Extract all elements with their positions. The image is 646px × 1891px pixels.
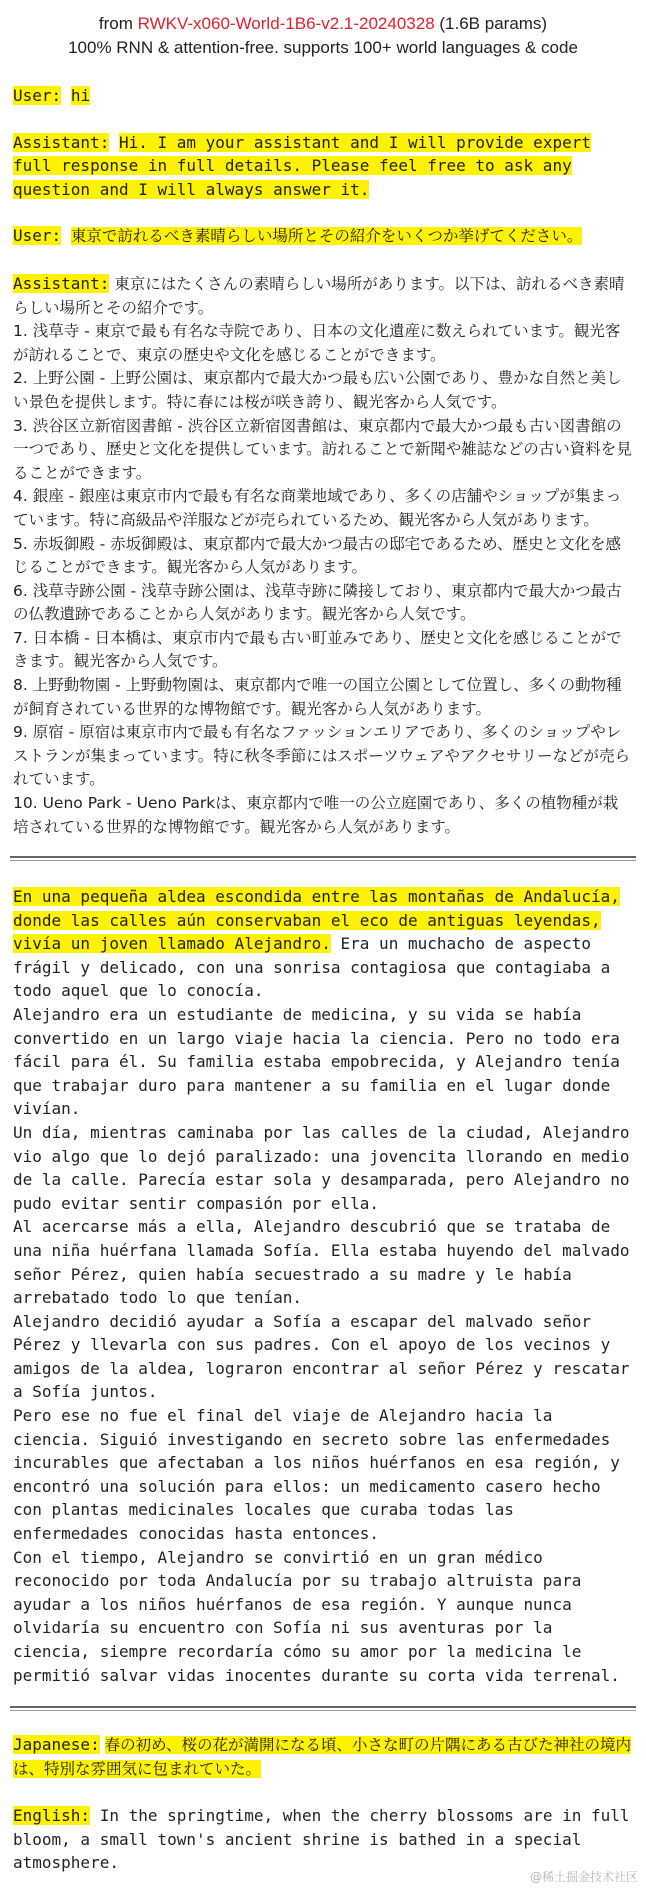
assistant-intro-text: 東京にはたくさんの素晴らしい場所があります。以下は、訪れるべき素晴らしい場所とその紹介です。	[13, 274, 625, 317]
section-divider	[10, 856, 636, 858]
english-label: English:	[13, 1806, 91, 1826]
story-prompt: En una pequeña aldea escondida entre las montañas de Andalucía, donde las calles aún conservaban el eco de antiguas leyendas, vivía un joven llamado Alejandro.	[13, 887, 620, 954]
list-item: 1. 浅草寺 - 東京で最も有名な寺院であり、日本の文化遺産に数えられています。観光客が訪れることで、東京の歴史や文化を感じることができます。	[13, 322, 621, 364]
section-divider	[10, 1706, 636, 1708]
watermark: @稀土掘金技术社区	[529, 1870, 638, 1884]
list-item: 7. 日本橋 - 日本橋は、東京市内で最も古い町並みであり、歴史と文化を感じることができます。観光客から人気です。	[13, 628, 622, 671]
english-text: In the springtime, when the cherry blossoms are in full bloom, a small town's ancient shrine is bathed in a special atmosphere.	[13, 1806, 630, 1873]
story-paragraph: Alejandro decidió ayudar a Sofía a escapar del malvado señor Pérez y llevarla con sus padres. Con el apoyo de los vecinos y amigos de la aldea, lograron encontrar al señor Pérez y rescatar a Sofía juntos.	[13, 1311, 630, 1402]
assistant-message-1	[13, 131, 633, 202]
assistant-intro	[13, 272, 633, 320]
english-translation	[13, 1804, 633, 1875]
japanese-source	[13, 1733, 633, 1781]
japanese-text: 春の初め、桜の花が満開になる頃、小さな町の片隅にある古びた神社の境内は、特別な雰囲気に包まれていた。	[13, 1736, 632, 1778]
story-paragraph: Alejandro era un estudiante de medicina, y su vida se había convertido en un largo viaje hacia la ciencia. Pero no todo era fácil para él. Su familia estaba empobrecida, y Alejandro tenía que trabajar duro para mantener a su familia en el lugar donde vivían.	[13, 1004, 620, 1119]
header	[0, 0, 646, 60]
model-subtitle: 100% RNN & attention-free. supports 100+ world languages & code	[68, 38, 578, 57]
story-paragraph: Pero ese no fue el final del viaje de Alejandro hacia la ciencia. Siguió investigando en secreto sobre las enfermedades incurables que afectaban a los niños huérfanos en esa región, y encontró una solución para ellos: un medicamento casero hecho con plantas medicinales locales que curaba todas las enfermedades conocidas hasta entonces.	[13, 1406, 620, 1544]
story-section	[13, 885, 633, 1687]
list-item: 8. 上野動物園 - 上野動物園は、東京都内で唯一の国立公園として位置し、多くの動物種が飼育されている世界的な博物館です。観光客から人気があります。	[13, 676, 622, 718]
list-item: 4. 銀座 - 銀座は東京市内で最も有名な商業地域であり、多くの店舗やショップが集まっています。特に高級品や洋服などが売られているため、観光客から人気があります。	[13, 487, 622, 529]
story-opening	[13, 885, 633, 1003]
model-line	[0, 12, 646, 36]
story-continuation: Era un muchacho de aspecto frágil y delicado, con una sonrisa contagiosa que contagiaba a todo aquel que lo conocía.	[13, 934, 611, 1001]
list-item: 9. 原宿 - 原宿は東京市内で最も有名なファッションエリアであり、多くのショップやレストランが集まっています。特に秋冬季節にはスポーツウェアやアクセサリーなどが売られています。	[13, 723, 631, 789]
assistant-label: Assistant:	[13, 132, 110, 152]
user-label: User:	[13, 226, 62, 246]
story-paragraph: Al acercarse más a ella, Alejandro descubrió que se trataba de una niña huérfana llamada Sofía. Ella estaba huyendo del malvado señor Pérez, quien había secuestrado a su madre y le había arrebatado todo lo que tenían.	[13, 1217, 630, 1308]
user-label: User:	[13, 86, 62, 105]
user-text: 東京で訪れるべき素晴らしい場所とその紹介をいくつか挙げてください。	[70, 227, 583, 246]
assistant-label: Assistant:	[13, 273, 110, 293]
chat-section	[13, 84, 633, 839]
story-paragraph: Un día, mientras caminaba por las calles de la ciudad, Alejandro vio algo que lo dejó paralizado: una jovencita llorando en medio de la calle. Parecía estar sola y desamparada, pero Alejandro no pudo evitar sentir compasión por ella.	[13, 1122, 630, 1213]
user-message-2	[13, 224, 633, 249]
story-paragraph: Con el tiempo, Alejandro se convirtió en un gran médico reconocido por toda Andalucía por su trabajo altruista para ayudar a los niños huérfanos de esa región. Y aunque nunca olvidaría su encuentro con Sofía ni sus aventuras por la ciencia, siempre recordaría cómo su amor por la medicina le permitió salvar vidas inocentes durante su corta vida terrenal.	[13, 1547, 620, 1685]
model-name: RWKV-x060-World-1B6-v2.1-20240328	[137, 14, 435, 33]
list-item: 3. 渋谷区立新宿図書館 - 渋谷区立新宿図書館は、東京都内で最大かつ最も古い図書館の一つであり、歴史と文化を提供しています。訪れることで新聞や雑誌などの古い資料を見ることができます。	[13, 416, 632, 482]
list-item: 5. 赤坂御殿 - 赤坂御殿は、東京都内で最大かつ最古の邸宅であるため、歴史と文化を感じることができます。観光客から人気があります。	[13, 534, 622, 577]
list-item: 10. Ueno Park - Ueno Parkは、東京都内で唯一の公立庭園であり、多くの植物種が栽培されている世界的な博物館です。観光客から人気があります。	[13, 794, 619, 836]
assistant-message-2	[13, 272, 633, 839]
list-item: 6. 浅草寺跡公園 - 浅草寺跡公園は、浅草寺跡に隣接しており、東京都内で最大かつ最古の仏教遺跡であることから人気があります。観光客から人気です。	[13, 581, 622, 624]
assistant-text: Hi. I am your assistant and I will provide expert full response in full details. Please feel free to ask any question and I will always answer it.	[13, 132, 591, 199]
list-item: 2. 上野公園 - 上野公園は、東京都内で最大かつ最も広い公園であり、豊かな自然と美しい景色を提供します。特に春には桜が咲き誇り、観光客から人気です。	[13, 369, 622, 411]
model-params: (1.6B params)	[439, 14, 548, 33]
translation-section	[13, 1733, 633, 1875]
from-label: from	[98, 14, 133, 33]
user-text: hi	[70, 86, 91, 105]
japanese-label: Japanese:	[13, 1735, 100, 1754]
user-message-1	[13, 84, 633, 108]
